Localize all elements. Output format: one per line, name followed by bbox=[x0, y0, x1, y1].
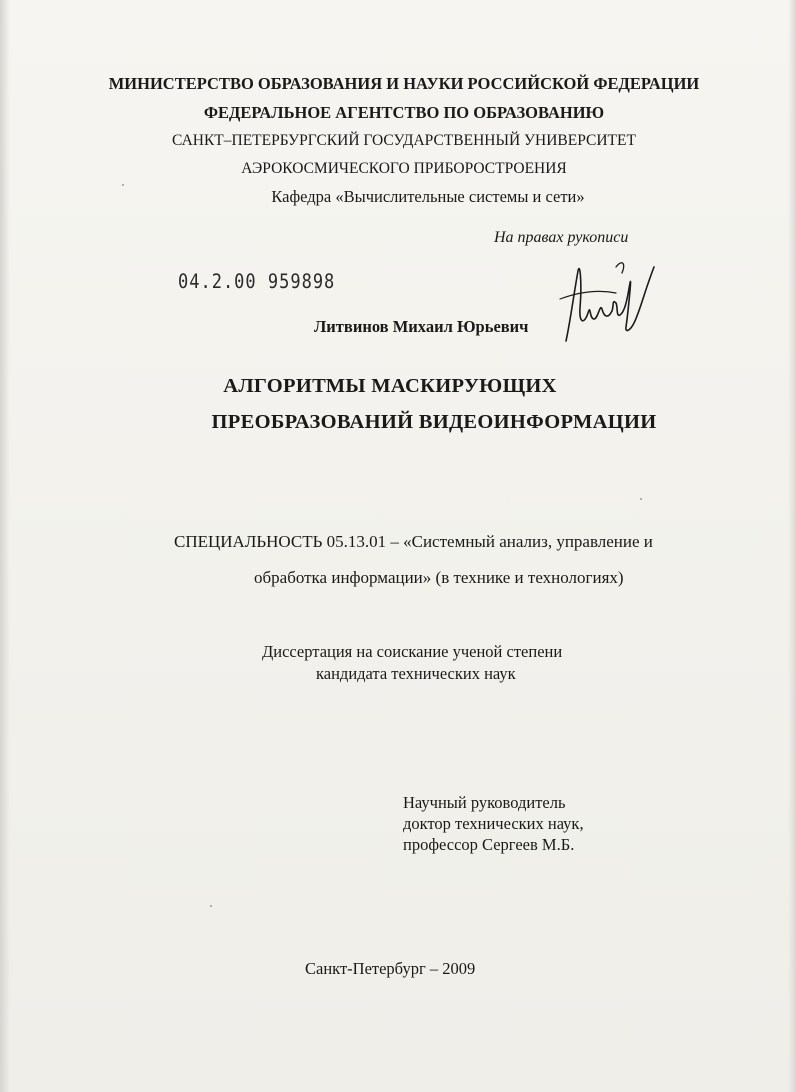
supervisor-degree: доктор технических наук, bbox=[403, 814, 584, 833]
registration-stamp: 04.2.00 959898 bbox=[178, 270, 336, 294]
university-name-line1: САНКТ–ПЕТЕРБУРГСКИЙ ГОСУДАРСТВЕННЫЙ УНИВЕРСИТЕТ bbox=[172, 132, 636, 149]
scan-speck bbox=[210, 905, 212, 907]
thesis-title-line1: АЛГОРИТМЫ МАСКИРУЮЩИХ bbox=[223, 375, 557, 397]
agency-heading: ФЕДЕРАЛЬНОЕ АГЕНТСТВО ПО ОБРАЗОВАНИЮ bbox=[203, 103, 605, 122]
supervisor-label: Научный руководитель bbox=[403, 793, 566, 812]
city-and-year: Санкт-Петербург – 2009 bbox=[305, 959, 476, 978]
thesis-title-line2: ПРЕОБРАЗОВАНИЙ ВИДЕОИНФОРМАЦИИ bbox=[211, 411, 657, 433]
manuscript-rights-note: На правах рукописи bbox=[494, 229, 629, 246]
supervisor-name: профессор Сергеев М.Б. bbox=[403, 835, 575, 854]
department-name: Кафедра «Вычислительные системы и сети» bbox=[271, 187, 585, 206]
scan-speck bbox=[122, 184, 124, 186]
dissertation-degree-line1: Диссертация на соискание ученой степени bbox=[262, 642, 563, 661]
specialty-line1: СПЕЦИАЛЬНОСТЬ 05.13.01 – «Системный анализ, управление и bbox=[174, 532, 653, 551]
scan-speck bbox=[640, 498, 642, 500]
specialty-line2: обработка информации» (в технике и технологиях) bbox=[254, 568, 624, 587]
university-name-line2: АЭРОКОСМИЧЕСКОГО ПРИБОРОСТРОЕНИЯ bbox=[241, 160, 567, 177]
handwritten-signature bbox=[556, 253, 666, 348]
dissertation-degree-line2: кандидата технических наук bbox=[316, 664, 516, 683]
author-name: Литвинов Михаил Юрьевич bbox=[314, 317, 529, 336]
ministry-heading: МИНИСТЕРСТВО ОБРАЗОВАНИЯ И НАУКИ РОССИЙСКОЙ ФЕДЕРАЦИИ bbox=[108, 74, 700, 93]
